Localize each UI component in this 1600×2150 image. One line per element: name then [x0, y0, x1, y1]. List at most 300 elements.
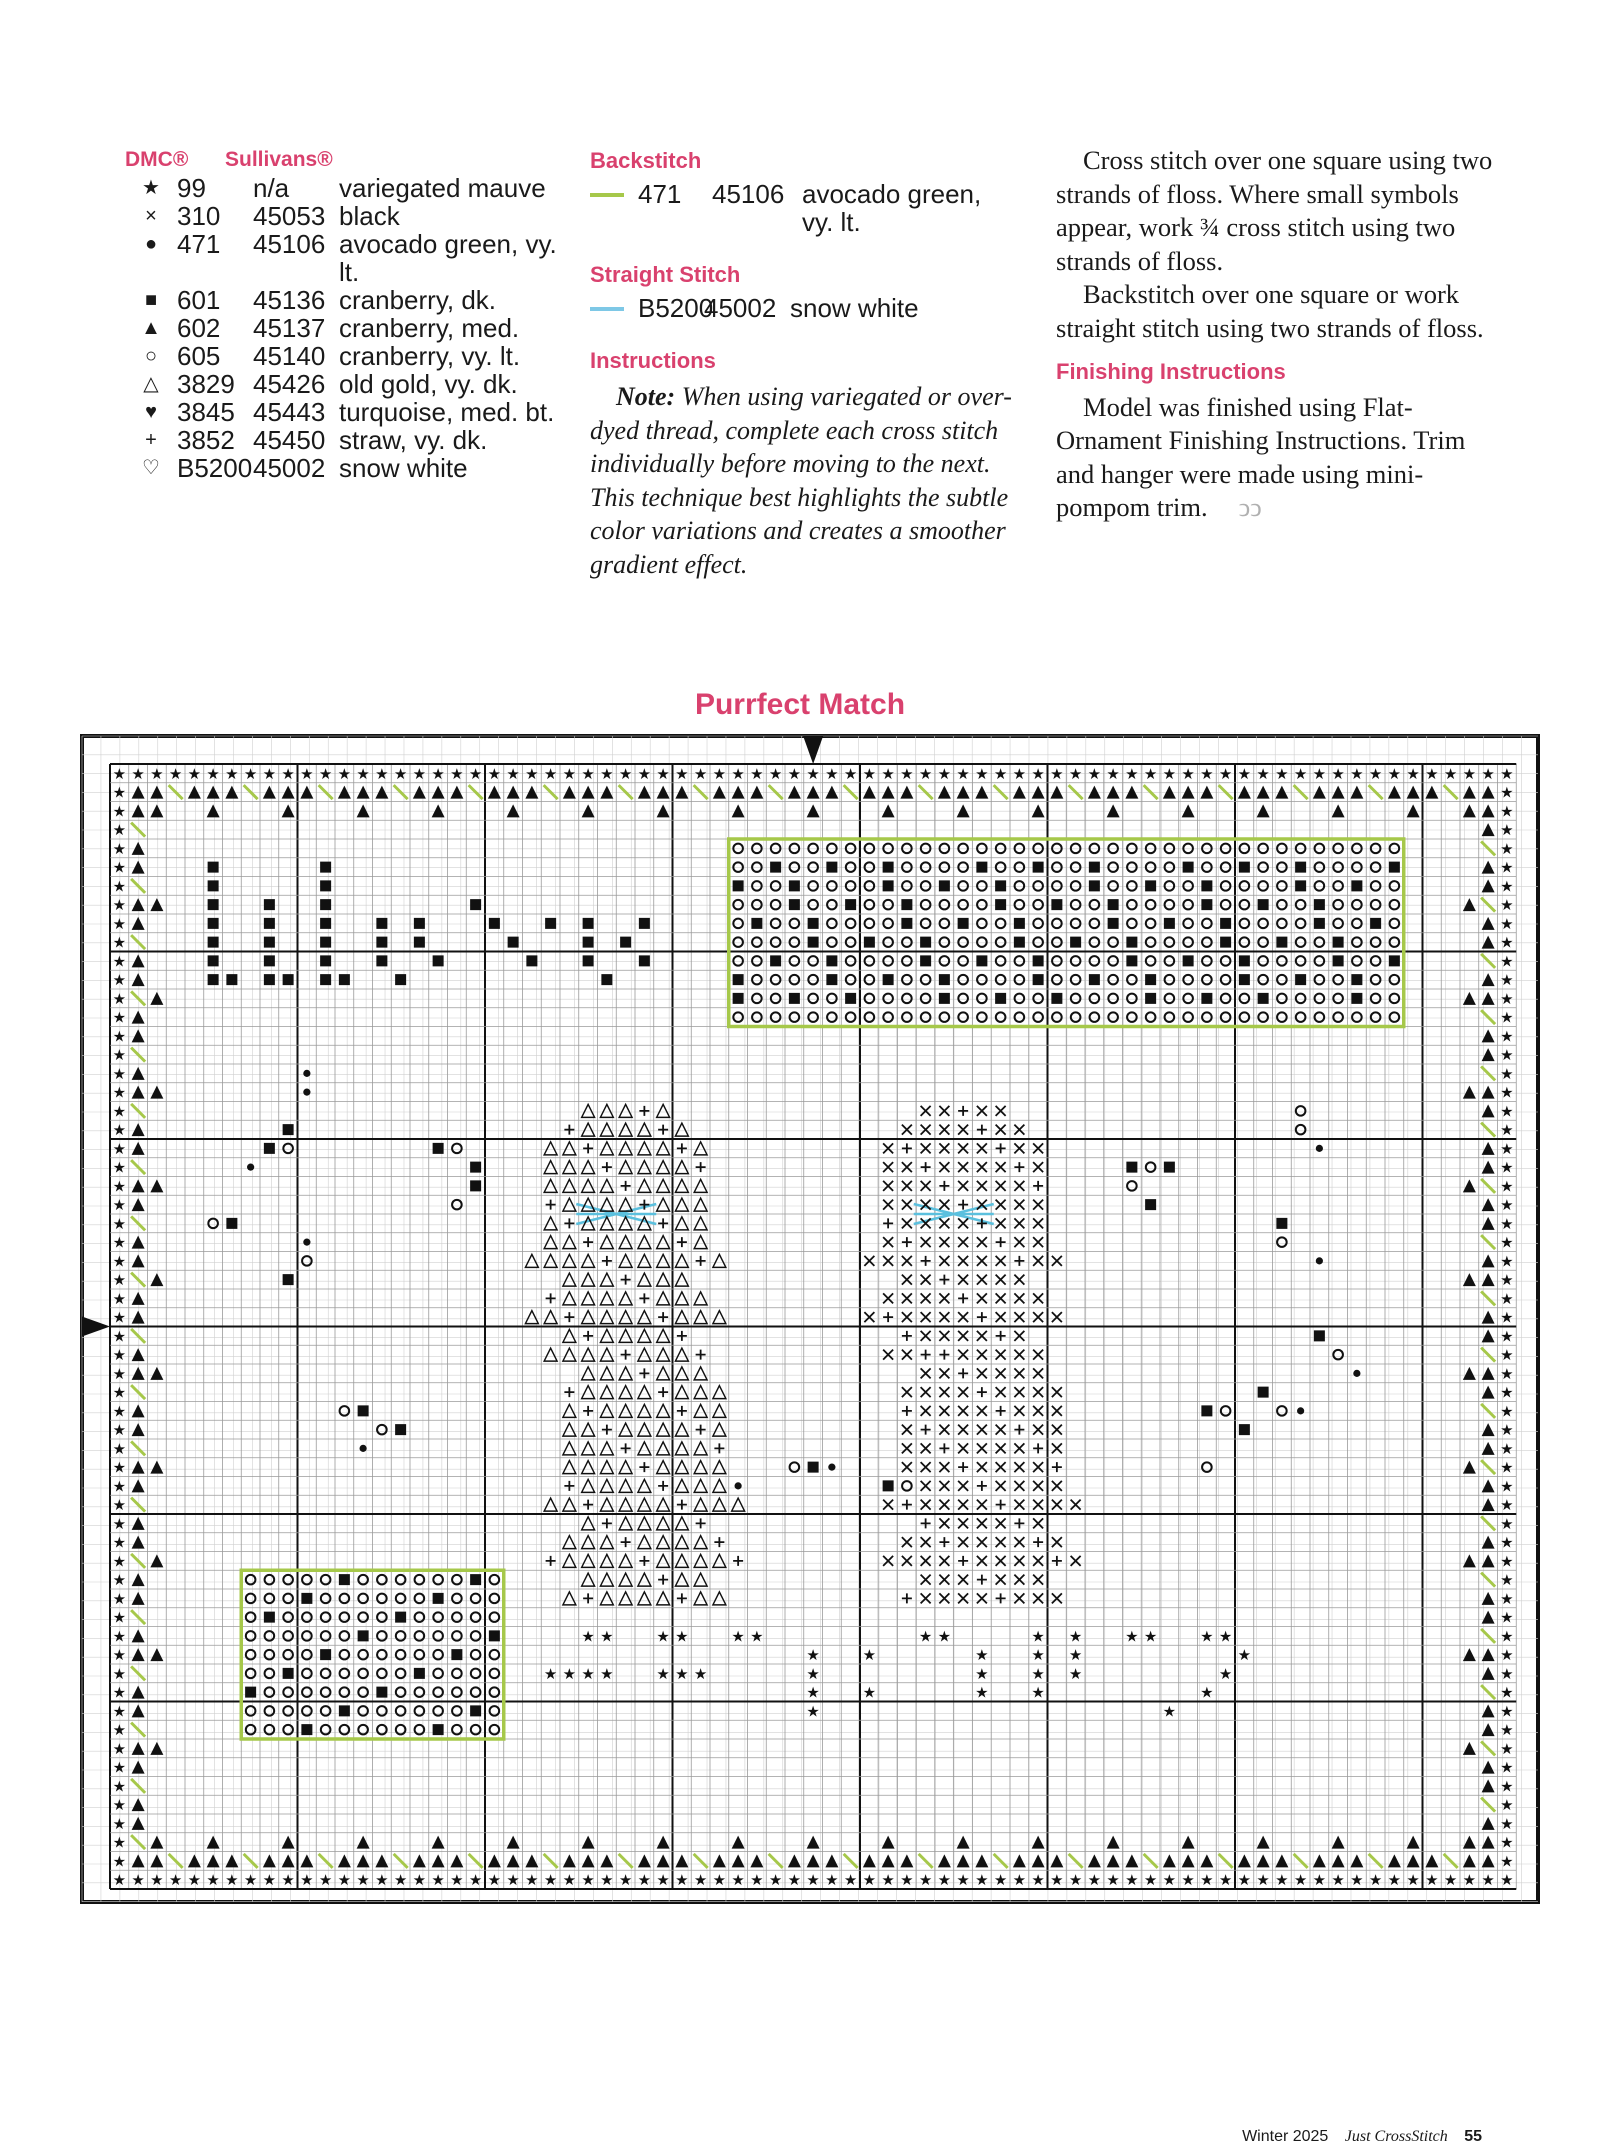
square-symbol: [1126, 955, 1137, 966]
triangle-symbol: [132, 1798, 145, 1811]
square-symbol: [433, 1593, 444, 1604]
plus-symbol: [677, 1237, 687, 1247]
open-triangle-symbol: [675, 1311, 688, 1324]
star-symbol: ★: [112, 877, 127, 896]
square-symbol: [883, 880, 894, 891]
open-triangle-symbol: [619, 1329, 632, 1342]
x-symbol: [996, 1181, 1006, 1191]
star-symbol: ★: [1500, 1027, 1514, 1046]
page-footer: [1242, 2128, 1482, 2146]
x-symbol: [1052, 1537, 1062, 1547]
ring-symbol: [846, 881, 856, 891]
square-symbol: [208, 974, 219, 985]
triangle-symbol: [132, 1461, 145, 1474]
ring-symbol: [1352, 919, 1362, 929]
star-symbol: ★: [112, 933, 127, 952]
x-symbol: [996, 1293, 1006, 1303]
key-row: [125, 426, 565, 454]
star-symbol: ★: [1031, 1627, 1045, 1646]
ring-symbol: [283, 1650, 293, 1660]
backstitch-row: [590, 180, 1020, 236]
ring-symbol: [302, 1687, 312, 1697]
ring-symbol: [752, 844, 762, 854]
triangle-symbol: [207, 1836, 220, 1849]
star-symbol: ★: [600, 1627, 614, 1646]
square-symbol: [208, 918, 219, 929]
dmc-header: DMC®: [125, 148, 189, 171]
ring-symbol: [246, 1706, 256, 1716]
ring-symbol: [1296, 994, 1306, 1004]
plus-symbol: [677, 1143, 687, 1153]
open-triangle-symbol: [619, 1161, 632, 1174]
square-symbol: [283, 974, 294, 985]
star-symbol: ★: [1481, 764, 1495, 783]
x-symbol: [996, 1537, 1006, 1547]
ring-symbol: [752, 900, 762, 910]
backstitch-slash: [131, 879, 145, 893]
x-symbol: [939, 1237, 949, 1247]
ring-symbol: [808, 1012, 818, 1022]
x-symbol: [1014, 1350, 1024, 1360]
open-triangle-symbol: [638, 1273, 651, 1286]
x-symbol: [864, 1256, 874, 1266]
triangle-symbol: [263, 1854, 276, 1867]
ring-symbol: [1315, 975, 1325, 985]
square-symbol: [470, 1574, 481, 1585]
open-triangle-symbol: [600, 1536, 613, 1549]
ring-symbol: [1258, 862, 1268, 872]
star-symbol: ★: [862, 1871, 877, 1890]
open-triangle-symbol: [675, 1198, 688, 1211]
plus-symbol: [714, 1443, 724, 1453]
ring-symbol: [302, 1612, 312, 1622]
open-triangle-symbol: [544, 1348, 557, 1361]
ring-symbol: [1277, 1012, 1287, 1022]
square-symbol: [1126, 937, 1137, 948]
ring-symbol: [921, 862, 931, 872]
open-triangle-symbol: [675, 1367, 688, 1380]
ring-symbol: [1015, 994, 1025, 1004]
star-symbol: ★: [112, 1758, 127, 1777]
triangle-symbol: [1388, 1854, 1401, 1867]
square-symbol: [264, 955, 275, 966]
star-symbol: ★: [243, 764, 258, 783]
triangle-symbol: [150, 1461, 163, 1474]
open-triangle-symbol: [619, 1292, 632, 1305]
star-symbol: ★: [1500, 1721, 1514, 1740]
ring-symbol: [771, 994, 781, 1004]
open-triangle-symbol: [582, 1311, 595, 1324]
star-symbol: ★: [112, 1814, 127, 1833]
ring-symbol: [1146, 862, 1156, 872]
square-symbol: [1033, 974, 1044, 985]
star-symbol: ★: [1162, 1702, 1177, 1721]
star-symbol: ★: [693, 764, 708, 783]
star-symbol: ★: [393, 1871, 408, 1890]
triangle-symbol: [1107, 804, 1120, 817]
key-sullivans: 45136: [253, 285, 326, 315]
x-symbol: [958, 1350, 968, 1360]
star-symbol: ★: [862, 764, 877, 783]
open-triangle-symbol: [582, 1348, 595, 1361]
ring-symbol: [1071, 975, 1081, 985]
ring-symbol: [921, 994, 931, 1004]
triangle-symbol: [150, 898, 163, 911]
plus-symbol: [602, 1162, 612, 1172]
open-triangle-symbol: [638, 1573, 651, 1586]
triangle-symbol: [132, 1704, 145, 1717]
star-symbol: ★: [656, 764, 670, 783]
x-symbol: [921, 1331, 931, 1341]
ring-symbol: [1090, 956, 1100, 966]
star-symbol: ★: [1293, 1871, 1308, 1890]
x-symbol: [1033, 1575, 1043, 1585]
triangle-symbol: [132, 1761, 145, 1774]
ring-symbol: [1221, 881, 1231, 891]
star-symbol: ★: [1500, 1214, 1514, 1233]
star-symbol: ★: [112, 1364, 127, 1383]
ring-symbol: [283, 1575, 293, 1585]
square-symbol: [826, 862, 837, 873]
square-symbol: [414, 918, 425, 929]
ring-symbol: [1015, 862, 1025, 872]
star-symbol: ★: [843, 1871, 858, 1890]
backstitch-slash: [769, 1854, 783, 1868]
square-symbol: [208, 862, 219, 873]
square-symbol: [808, 937, 819, 948]
square-symbol: [489, 918, 500, 929]
star-symbol: ★: [881, 1871, 895, 1890]
ring-symbol: [752, 956, 762, 966]
star-symbol: ★: [1500, 1552, 1514, 1571]
square-symbol: [1295, 880, 1306, 891]
star-symbol: ★: [525, 764, 539, 783]
triangle-symbol: [957, 1836, 970, 1849]
square-symbol: [845, 993, 856, 1004]
x-symbol: [1052, 1425, 1062, 1435]
plus-symbol: [639, 1368, 649, 1378]
open-triangle-symbol: [694, 1386, 707, 1399]
key-row: [125, 370, 565, 398]
ring-symbol: [958, 844, 968, 854]
key-desc: avocado green, vy. lt.: [339, 229, 557, 287]
open-triangle-symbol: [582, 1273, 595, 1286]
square-symbol: [320, 880, 331, 891]
square-symbol: [583, 955, 594, 966]
open-triangle-symbol: [713, 1423, 726, 1436]
x-symbol: [902, 1218, 912, 1228]
square-symbol: [789, 899, 800, 910]
plus-symbol: [902, 1331, 912, 1341]
backstitch-slash: [131, 1048, 145, 1062]
star-symbol: ★: [1500, 1833, 1514, 1852]
triangle-symbol: [150, 804, 163, 817]
ring-symbol: [490, 1650, 500, 1660]
ring-symbol: [1390, 975, 1400, 985]
x-symbol: [921, 1275, 931, 1285]
ring-symbol: [771, 900, 781, 910]
star-symbol: ★: [1500, 1102, 1514, 1121]
plus-symbol: [958, 1556, 968, 1566]
x-symbol: [958, 1181, 968, 1191]
star-symbol: ★: [1500, 952, 1514, 971]
star-symbol: ★: [993, 1871, 1008, 1890]
star-symbol: ★: [1500, 1421, 1514, 1440]
star-symbol: ★: [1012, 764, 1027, 783]
open-triangle-symbol: [582, 1461, 595, 1474]
x-symbol: [1033, 1481, 1043, 1491]
square-symbol: [264, 974, 275, 985]
triangle-symbol: [957, 1854, 970, 1867]
square-symbol: [1108, 899, 1119, 910]
ring-symbol: [1033, 1012, 1043, 1022]
open-triangle-symbol: [582, 1367, 595, 1380]
triangle-symbol: [132, 1029, 145, 1042]
ring-symbol: [790, 919, 800, 929]
star-symbol: ★: [562, 764, 577, 783]
backstitch-desc: avocado green, vy. lt.: [802, 179, 982, 237]
key-row: [125, 398, 565, 426]
plus-symbol: [639, 1106, 649, 1116]
ring-symbol: [846, 975, 856, 985]
triangle-symbol: [282, 804, 295, 817]
star-symbol: ★: [1218, 764, 1233, 783]
ring-symbol: [246, 1575, 256, 1585]
x-symbol: [902, 1256, 912, 1266]
ring-symbol: [827, 1012, 837, 1022]
open-triangle-symbol: [713, 1461, 726, 1474]
open-triangle-symbol: [694, 1479, 707, 1492]
ring-symbol: [1071, 1012, 1081, 1022]
plus-symbol: [658, 1125, 668, 1135]
ring-symbol: [1202, 1462, 1212, 1472]
ring-symbol: [940, 1012, 950, 1022]
open-triangle-symbol: [657, 1442, 670, 1455]
open-triangle-symbol: [563, 1592, 576, 1605]
star-symbol: ★: [112, 1214, 127, 1233]
plus-symbol: [996, 1500, 1006, 1510]
ring-symbol: [471, 1631, 481, 1641]
star-symbol: ★: [618, 1871, 633, 1890]
square-symbol: [358, 1630, 369, 1641]
cross-stitch-instructions: Cross stitch over one square using two strands of floss. Where small symbols appear, work ¾ cross stitch using two strands of floss.: [1056, 145, 1493, 276]
square-symbol: [939, 993, 950, 1004]
plus-symbol: [1014, 1256, 1024, 1266]
ring-symbol: [452, 1725, 462, 1735]
open-triangle-symbol: [675, 1423, 688, 1436]
triangle-symbol: [582, 804, 595, 817]
ring-symbol: [1352, 862, 1362, 872]
plus-symbol: [996, 1143, 1006, 1153]
star-symbol: ★: [1406, 1871, 1420, 1890]
ring-symbol: [865, 1012, 875, 1022]
star-symbol: ★: [112, 1252, 127, 1271]
ring-symbol: [265, 1669, 275, 1679]
star-symbol: ★: [1068, 1646, 1083, 1665]
top-center-arrow: [803, 736, 823, 764]
dot-symbol: [828, 1464, 835, 1471]
open-triangle-symbol: [657, 1329, 670, 1342]
ring-symbol: [790, 1012, 800, 1022]
star-symbol: ★: [1500, 783, 1514, 802]
x-symbol: [958, 1425, 968, 1435]
ring-symbol: [808, 994, 818, 1004]
star-symbol: ★: [975, 1871, 989, 1890]
ring-symbol: [1165, 975, 1175, 985]
star-symbol: ★: [1500, 1627, 1514, 1646]
ring-symbol: [358, 1594, 368, 1604]
star-symbol: ★: [581, 764, 595, 783]
straight-stitch-sullivans: 45002: [704, 293, 777, 323]
star-symbol: ★: [1387, 764, 1402, 783]
x-symbol: [996, 1387, 1006, 1397]
ring-symbol: [1371, 1012, 1381, 1022]
ring-symbol: [490, 1706, 500, 1716]
square-symbol: [339, 1705, 350, 1716]
ring-symbol: [940, 956, 950, 966]
star-symbol: ★: [1050, 1871, 1064, 1890]
ring-symbol: [452, 1144, 462, 1154]
ring-symbol: [1333, 844, 1343, 854]
star-symbol: ★: [112, 1139, 127, 1158]
ring-symbol: [865, 994, 875, 1004]
key-desc: variegated mauve: [339, 173, 546, 203]
star-symbol: ★: [1500, 1121, 1514, 1140]
ring-symbol: [1183, 975, 1193, 985]
triangle-symbol: [882, 1854, 895, 1867]
x-symbol: [902, 1293, 912, 1303]
ring-symbol: [752, 881, 762, 891]
open-triangle-symbol: [675, 1517, 688, 1530]
star-symbol: ★: [825, 764, 839, 783]
square-symbol: [639, 955, 650, 966]
key-sullivans: 45137: [253, 313, 326, 343]
star-symbol: ★: [337, 764, 352, 783]
ring-symbol: [1390, 937, 1400, 947]
ring-symbol: [1221, 1406, 1231, 1416]
ring-symbol: [1071, 900, 1081, 910]
square-symbol: [901, 899, 912, 910]
open-triangle-symbol: [619, 1573, 632, 1586]
x-symbol: [902, 1387, 912, 1397]
key-desc: cranberry, dk.: [339, 285, 497, 315]
triangle-symbol: [882, 1836, 895, 1849]
triangle-symbol: [432, 804, 445, 817]
backstitch-slash: [1481, 1573, 1495, 1587]
ring-symbol: [1333, 1012, 1343, 1022]
star-symbol: ★: [112, 1196, 127, 1215]
open-triangle-symbol: [544, 1311, 557, 1324]
square-symbol: [414, 1668, 425, 1679]
x-symbol: [977, 1537, 987, 1547]
triangle-symbol: [282, 1854, 295, 1867]
plus-symbol: [958, 1368, 968, 1378]
open-triangle-symbol: [563, 1329, 576, 1342]
key-row: [125, 230, 565, 286]
triangle-symbol: [1182, 1836, 1195, 1849]
square-symbol: [489, 1630, 500, 1641]
x-symbol: [958, 1237, 968, 1247]
square-symbol: [1145, 1199, 1156, 1210]
ring-symbol: [321, 1594, 331, 1604]
dot-symbol: [360, 1445, 367, 1452]
ring-symbol: [883, 1012, 893, 1022]
triangle-symbol: [713, 1854, 726, 1867]
x-symbol: [939, 1368, 949, 1378]
star-symbol: ★: [1068, 1627, 1083, 1646]
ring-symbol: [471, 1594, 481, 1604]
ring-symbol: [1258, 956, 1268, 966]
ring-symbol: [1071, 956, 1081, 966]
square-symbol: [639, 918, 650, 929]
star-symbol: ★: [600, 1664, 614, 1683]
ring-symbol: [1371, 956, 1381, 966]
ring-symbol: [1015, 881, 1025, 891]
triangle-symbol: [132, 1686, 145, 1699]
backstitch-slash: [131, 1835, 145, 1849]
x-symbol: [921, 1293, 931, 1303]
star-symbol: ★: [806, 1871, 820, 1890]
triangle-symbol: [150, 992, 163, 1005]
plus-symbol: [696, 1518, 706, 1528]
open-triangle-symbol: [582, 1123, 595, 1136]
backstitch-slash: [131, 935, 145, 949]
star-symbol: ★: [1500, 1608, 1514, 1627]
ring-symbol: [452, 1706, 462, 1716]
x-symbol: [996, 1256, 1006, 1266]
square-symbol: [264, 1612, 275, 1623]
plus-symbol: [958, 1200, 968, 1210]
ring-symbol: [921, 919, 931, 929]
x-symbol: [1033, 1406, 1043, 1416]
plus-symbol: [958, 1462, 968, 1472]
open-triangle-symbol: [619, 1461, 632, 1474]
open-triangle-symbol: [694, 1554, 707, 1567]
star-symbol: ★: [112, 783, 127, 802]
square-symbol: [508, 937, 519, 948]
open-triangle-symbol: [600, 1461, 613, 1474]
triangle-symbol: [1032, 1854, 1045, 1867]
open-triangle-symbol: [657, 1254, 670, 1267]
plus-symbol: [583, 1406, 593, 1416]
backstitch-slash: [469, 1854, 483, 1868]
star-symbol: ★: [843, 764, 858, 783]
star-symbol: ★: [206, 764, 220, 783]
ring-symbol: [883, 956, 893, 966]
ring-symbol: [958, 994, 968, 1004]
x-symbol: [939, 1593, 949, 1603]
ring-symbol: [1315, 937, 1325, 947]
ring-symbol: [1221, 975, 1231, 985]
ring-symbol: [958, 956, 968, 966]
triangle-symbol: [1407, 804, 1420, 817]
ring-symbol: [1165, 1012, 1175, 1022]
star-symbol: ★: [112, 1627, 127, 1646]
x-symbol: [958, 1218, 968, 1228]
plus-symbol: [939, 1350, 949, 1360]
square-symbol: [264, 1143, 275, 1154]
x-symbol: [996, 1368, 1006, 1378]
open-triangle-symbol: [619, 1198, 632, 1211]
sullivans-header: Sullivans®: [225, 148, 333, 171]
open-triangle-symbol: [657, 1104, 670, 1117]
key-dmc: B5200: [177, 453, 253, 483]
plus-symbol: [658, 1312, 668, 1322]
plus-symbol: [696, 1162, 706, 1172]
ring-symbol: [490, 1594, 500, 1604]
key-desc: black: [339, 201, 400, 231]
ring-symbol: [1165, 844, 1175, 854]
